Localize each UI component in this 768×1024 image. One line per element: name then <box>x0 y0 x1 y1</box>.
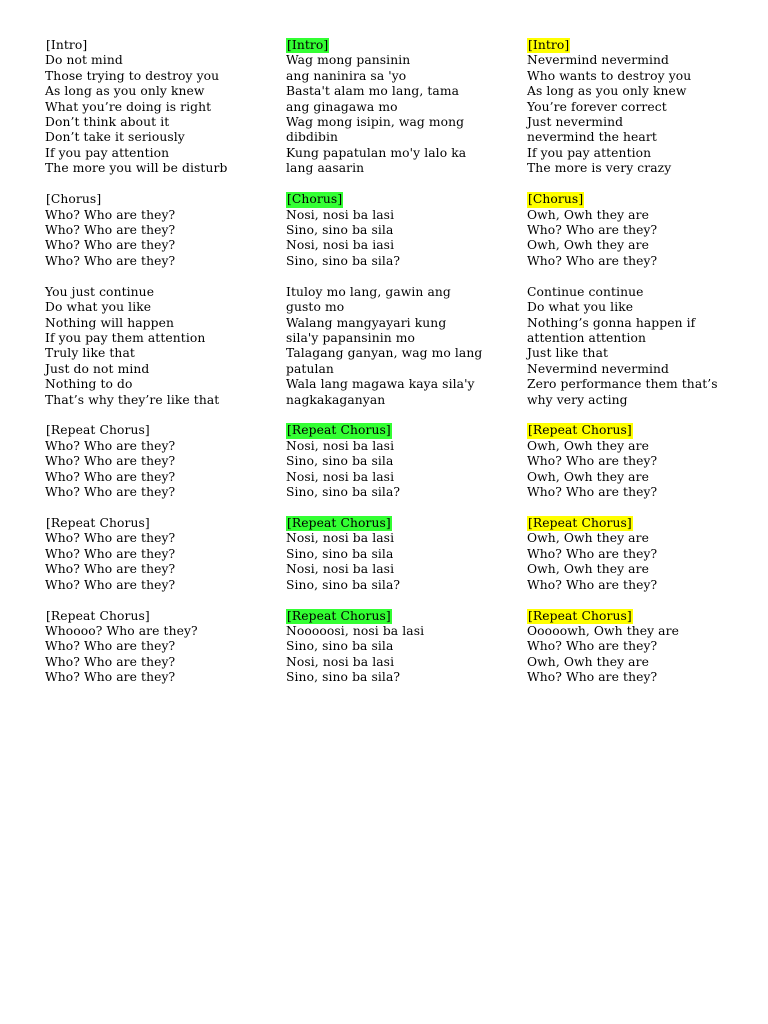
lyric-line: Do what you like <box>527 300 634 315</box>
section-header-line <box>527 192 767 207</box>
lyric-block <box>286 285 526 408</box>
lyric-line: Wag mong isipin, wag mong <box>286 115 465 130</box>
lyric-line: Wala lang magawa kaya sila'y <box>286 377 475 392</box>
lyric-line: Ituloy mo lang, gawin ang <box>286 284 451 299</box>
lyric-line: Truly like that <box>45 346 135 361</box>
lyric-line: Nevermind nevermind <box>527 361 670 376</box>
lyric-line: Nosi, nosi ba lasi <box>286 654 395 669</box>
section-header-line <box>45 516 285 531</box>
lyric-line: attention attention <box>527 330 647 345</box>
lyric-line: Who? Who are they? <box>527 485 658 500</box>
lyric-line: Those trying to destroy you <box>45 68 220 83</box>
lyric-line: Zero performance them that’s <box>527 377 718 392</box>
lyric-line: Nosi, nosi ba lasi <box>286 207 395 222</box>
lyric-line: Who? Who are they? <box>45 577 176 592</box>
lyric-line: Who? Who are they? <box>45 670 176 685</box>
lyric-block <box>286 609 526 686</box>
section-header-line <box>286 192 526 207</box>
lyric-line: Basta't alam mo lang, tama <box>286 84 460 99</box>
lyric-line: Who? Who are they? <box>527 222 658 237</box>
section-header-line <box>45 192 285 207</box>
lyric-line: Nosi, nosi ba lasi <box>286 469 395 484</box>
lyric-line: patulan <box>286 361 334 376</box>
lyric-line: Sino, sino ba sila <box>286 546 394 561</box>
lyric-line: Wag mong pansinin <box>286 53 411 68</box>
section-header-line <box>286 423 526 438</box>
lyric-line: Who? Who are they? <box>527 253 658 268</box>
lyric-line: Owh, Owh they are <box>527 531 649 546</box>
lyric-line: Sino, sino ba sila <box>286 222 394 237</box>
lyric-line: Owh, Owh they are <box>527 654 649 669</box>
section-header: [Repeat Chorus] <box>528 608 632 623</box>
lyric-line: ang ginagawa mo <box>286 99 398 114</box>
lyric-line: Sino, sino ba sila? <box>286 253 401 268</box>
section-header: [Chorus] <box>287 192 343 207</box>
lyric-block <box>527 516 767 593</box>
section-header: [Repeat Chorus] <box>287 608 391 623</box>
lyric-line: Who? Who are they? <box>45 531 176 546</box>
lyric-line: Just do not mind <box>45 361 150 376</box>
lyric-line: Who? Who are they? <box>527 670 658 685</box>
lyric-line: Nothing to do <box>45 377 133 392</box>
lyric-line: Continue continue <box>527 284 644 299</box>
lyric-line: Nevermind nevermind <box>527 53 670 68</box>
lyric-block <box>527 192 767 269</box>
lyric-line: If you pay attention <box>45 145 170 160</box>
lyric-block <box>45 609 285 686</box>
lyric-line: Just nevermind <box>527 115 624 130</box>
lyric-line: Who? Who are they? <box>527 454 658 469</box>
lyric-block <box>45 192 285 269</box>
lyric-block <box>527 38 767 177</box>
section-header: [Chorus] <box>46 192 102 207</box>
lyric-line: Who? Who are they? <box>527 546 658 561</box>
lyric-block <box>45 423 285 500</box>
lyric-line: You’re forever correct <box>527 99 667 114</box>
section-header: [Intro] <box>287 38 329 52</box>
lyric-line: Nosi, nosi ba lasi <box>286 438 395 453</box>
original-lyrics-column <box>286 38 526 701</box>
lyric-line: ang naninira sa 'yo <box>286 68 407 83</box>
lyric-line: Sino, sino ba sila? <box>286 577 401 592</box>
section-header: [Repeat Chorus] <box>287 423 391 438</box>
section-header: [Chorus] <box>528 192 584 207</box>
lyric-line: Just like that <box>527 346 609 361</box>
lyric-line: Nothing’s gonna happen if <box>527 315 696 330</box>
section-header-line <box>527 38 767 53</box>
lyric-line: Who? Who are they? <box>45 207 176 222</box>
lyric-line: Don’t think about it <box>45 115 170 130</box>
lyric-line: Who? Who are they? <box>45 562 176 577</box>
lyric-line: Kung papatulan mo'y lalo ka <box>286 145 467 160</box>
section-header: [Intro] <box>528 38 570 52</box>
lyric-block <box>286 516 526 593</box>
lyric-line: What you’re doing is right <box>45 99 212 114</box>
lyric-line: Who? Who are they? <box>527 577 658 592</box>
lyric-block <box>45 38 285 177</box>
lyric-block <box>527 609 767 686</box>
lyric-line: Who? Who are they? <box>45 546 176 561</box>
lyric-line: Who wants to destroy you <box>527 68 692 83</box>
lyric-line: Who? Who are they? <box>45 454 176 469</box>
section-header-line <box>527 423 767 438</box>
section-header-line <box>286 609 526 624</box>
lyric-line: nevermind the heart <box>527 130 657 145</box>
lyric-block <box>286 423 526 500</box>
lyric-line: Nosi, nosi ba iasi <box>286 238 395 253</box>
alternate-translation-column <box>527 38 767 701</box>
lyric-line: Who? Who are they? <box>45 639 176 654</box>
lyric-line: Sino, sino ba sila <box>286 639 394 654</box>
lyric-line: Talagang ganyan, wag mo lang <box>286 346 483 361</box>
lyric-line: Whoooo? Who are they? <box>45 623 198 638</box>
section-header-line <box>527 516 767 531</box>
lyric-line: Who? Who are they? <box>45 654 176 669</box>
lyric-line: Owh, Owh they are <box>527 207 649 222</box>
lyric-line: Sino, sino ba sila? <box>286 670 401 685</box>
lyric-line: The more is very crazy <box>527 161 672 176</box>
section-header-line <box>527 609 767 624</box>
section-header-line <box>286 516 526 531</box>
lyric-line: Do what you like <box>45 300 152 315</box>
section-header-line <box>45 38 285 53</box>
lyric-line: Sino, sino ba sila <box>286 454 394 469</box>
lyric-line: Owh, Owh they are <box>527 238 649 253</box>
section-header: [Repeat Chorus] <box>528 423 632 438</box>
lyric-line: Owh, Owh they are <box>527 562 649 577</box>
lyric-line: why very acting <box>527 392 628 407</box>
lyric-line: lang aasarin <box>286 161 365 176</box>
lyric-line: Do not mind <box>45 53 123 68</box>
lyric-line: Nooooosi, nosi ba lasi <box>286 623 425 638</box>
english-translation-column <box>45 38 285 701</box>
lyric-line: Nosi, nosi ba lasi <box>286 562 395 577</box>
lyric-line: If you pay attention <box>527 145 652 160</box>
lyric-line: Who? Who are they? <box>45 222 176 237</box>
lyric-line: dibdibin <box>286 130 339 145</box>
lyric-block <box>527 423 767 500</box>
lyric-line: Nothing will happen <box>45 315 174 330</box>
lyric-line: sila'y papansinin mo <box>286 330 416 345</box>
lyric-line: Who? Who are they? <box>45 485 176 500</box>
section-header: [Intro] <box>46 38 88 52</box>
section-header: [Repeat Chorus] <box>46 423 150 438</box>
lyric-block <box>286 38 526 177</box>
lyric-line: Who? Who are they? <box>45 253 176 268</box>
lyric-line: The more you will be disturb <box>45 161 228 176</box>
lyric-line: Ooooowh, Owh they are <box>527 623 679 638</box>
lyric-line: As long as you only knew <box>45 84 205 99</box>
lyric-line: gusto mo <box>286 300 345 315</box>
lyric-line: Don’t take it seriously <box>45 130 185 145</box>
lyric-line: That’s why they’re like that <box>45 392 220 407</box>
section-header-line <box>45 609 285 624</box>
lyric-line: Owh, Owh they are <box>527 438 649 453</box>
lyric-line: Who? Who are they? <box>45 438 176 453</box>
lyric-line: Nosi, nosi ba lasi <box>286 531 395 546</box>
section-header: [Repeat Chorus] <box>287 515 391 530</box>
lyric-line: Walang mangyayari kung <box>286 315 447 330</box>
lyric-block <box>527 285 767 408</box>
section-header: [Repeat Chorus] <box>46 608 150 623</box>
lyric-block <box>45 285 285 408</box>
lyric-line: Who? Who are they? <box>527 639 658 654</box>
section-header: [Repeat Chorus] <box>528 515 632 530</box>
section-header-line <box>45 423 285 438</box>
section-header-line <box>286 38 526 53</box>
lyric-line: Who? Who are they? <box>45 469 176 484</box>
lyric-block <box>45 516 285 593</box>
lyric-line: nagkakaganyan <box>286 392 386 407</box>
lyric-line: Sino, sino ba sila? <box>286 485 401 500</box>
lyric-line: As long as you only knew <box>527 84 687 99</box>
lyric-line: Owh, Owh they are <box>527 469 649 484</box>
lyric-line: You just continue <box>45 284 155 299</box>
lyric-line: Who? Who are they? <box>45 238 176 253</box>
section-header: [Repeat Chorus] <box>46 515 150 530</box>
lyric-block <box>286 192 526 269</box>
lyric-line: If you pay them attention <box>45 330 206 345</box>
